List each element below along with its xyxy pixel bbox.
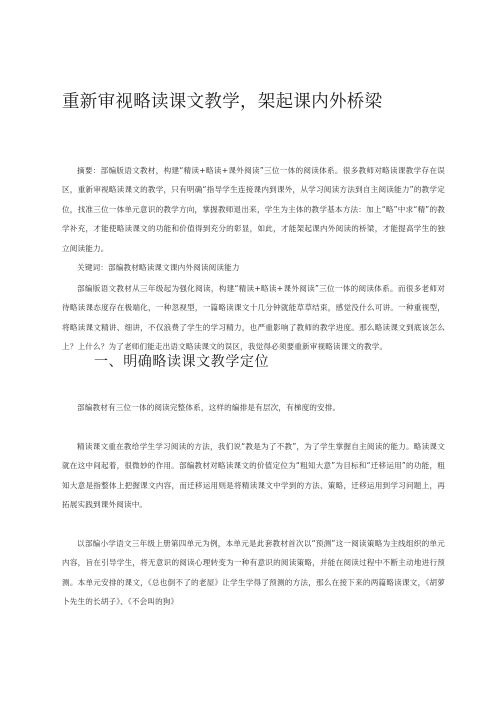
body-paragraph-3: 以部编小学语文三年级上册第四单元为例，本单元是此套教材首次以“预测”这一阅读策略为主线组织的单元内容，旨在引导学生，将无意识的阅读心理转变为一种有意识的阅读策略，并能在阅读过程中不断主动地进行预测。本单元安排的课文，《总也倒不了的老屋》让学生学得了预测的方法，那么在接下来的两篇略读课文，《胡萝卜先生的长胡子》、《不会叫的狗》 bbox=[62, 539, 445, 607]
section-heading: 一、明确略读课文教学定位 bbox=[94, 354, 270, 370]
abstract-paragraph: 摘要：部编版语文教材，构建“精读+略读+课外阅读”三位一体的阅读体系。很多教师对略读课教学存在误区，重新审视略读课文的教学，只有明确“指导学生连接课内到课外，从学习阅读方法到自主阅读能力”的教学定位，找准三位一体单元意识的教学方向，掌握教师退出来，学生为主体的教学基本方法：加上“略”中求“精”的教学补充，才能使略读课文的功能和价值得到充分的彰显，如此，才能架起课内外阅读的桥梁，才能提高学生的独立阅读能力。 bbox=[62, 166, 445, 253]
body-paragraph-1: 部编教材有三位一体的阅读完整体系，这样的编排是有层次，有梯度的安排。 bbox=[77, 403, 341, 412]
intro-paragraph: 部编版语文教材从三年级起为强化阅读，构建“精读+略读+课外阅读”三位一体的阅读体系。而很多老师对待略读课态度存在极端化，一种忽视型，一篇略读课文十几分钟就能草草结束，感觉没什么可讲。一种重视型，将略读课文精讲、细讲，不仅浪费了学生的学习精力，也严重影响了教师的教学进度。那么略读课文到底该怎么上？上什么？为了老师们能走出语文略读课文的误区，我觉得必须要重新审视略读课文的教学。 bbox=[62, 284, 445, 352]
body-paragraph-2: 精读课文重在教给学生学习阅读的方法，我们说“教是为了不教”，为了学生掌握自主阅读的能力。略读课文就在这中间起着，很微妙的作用。部编教材对略读课文的价值定位为“粗知大意”为目标和“迁移运用”的功能，粗知大意是指整体上把握课文内容，而迁移运用则是将精读课文中学到的方法、策略，迁移运用到学习问题上，再拓展实践到课外阅读中。 bbox=[62, 442, 445, 510]
keywords-paragraph: 关键词：部编教材略读课文课内外阅读阅读能力 bbox=[77, 263, 240, 272]
page-title: 重新审视略读课文教学，架起课内外桥梁 bbox=[62, 92, 383, 112]
